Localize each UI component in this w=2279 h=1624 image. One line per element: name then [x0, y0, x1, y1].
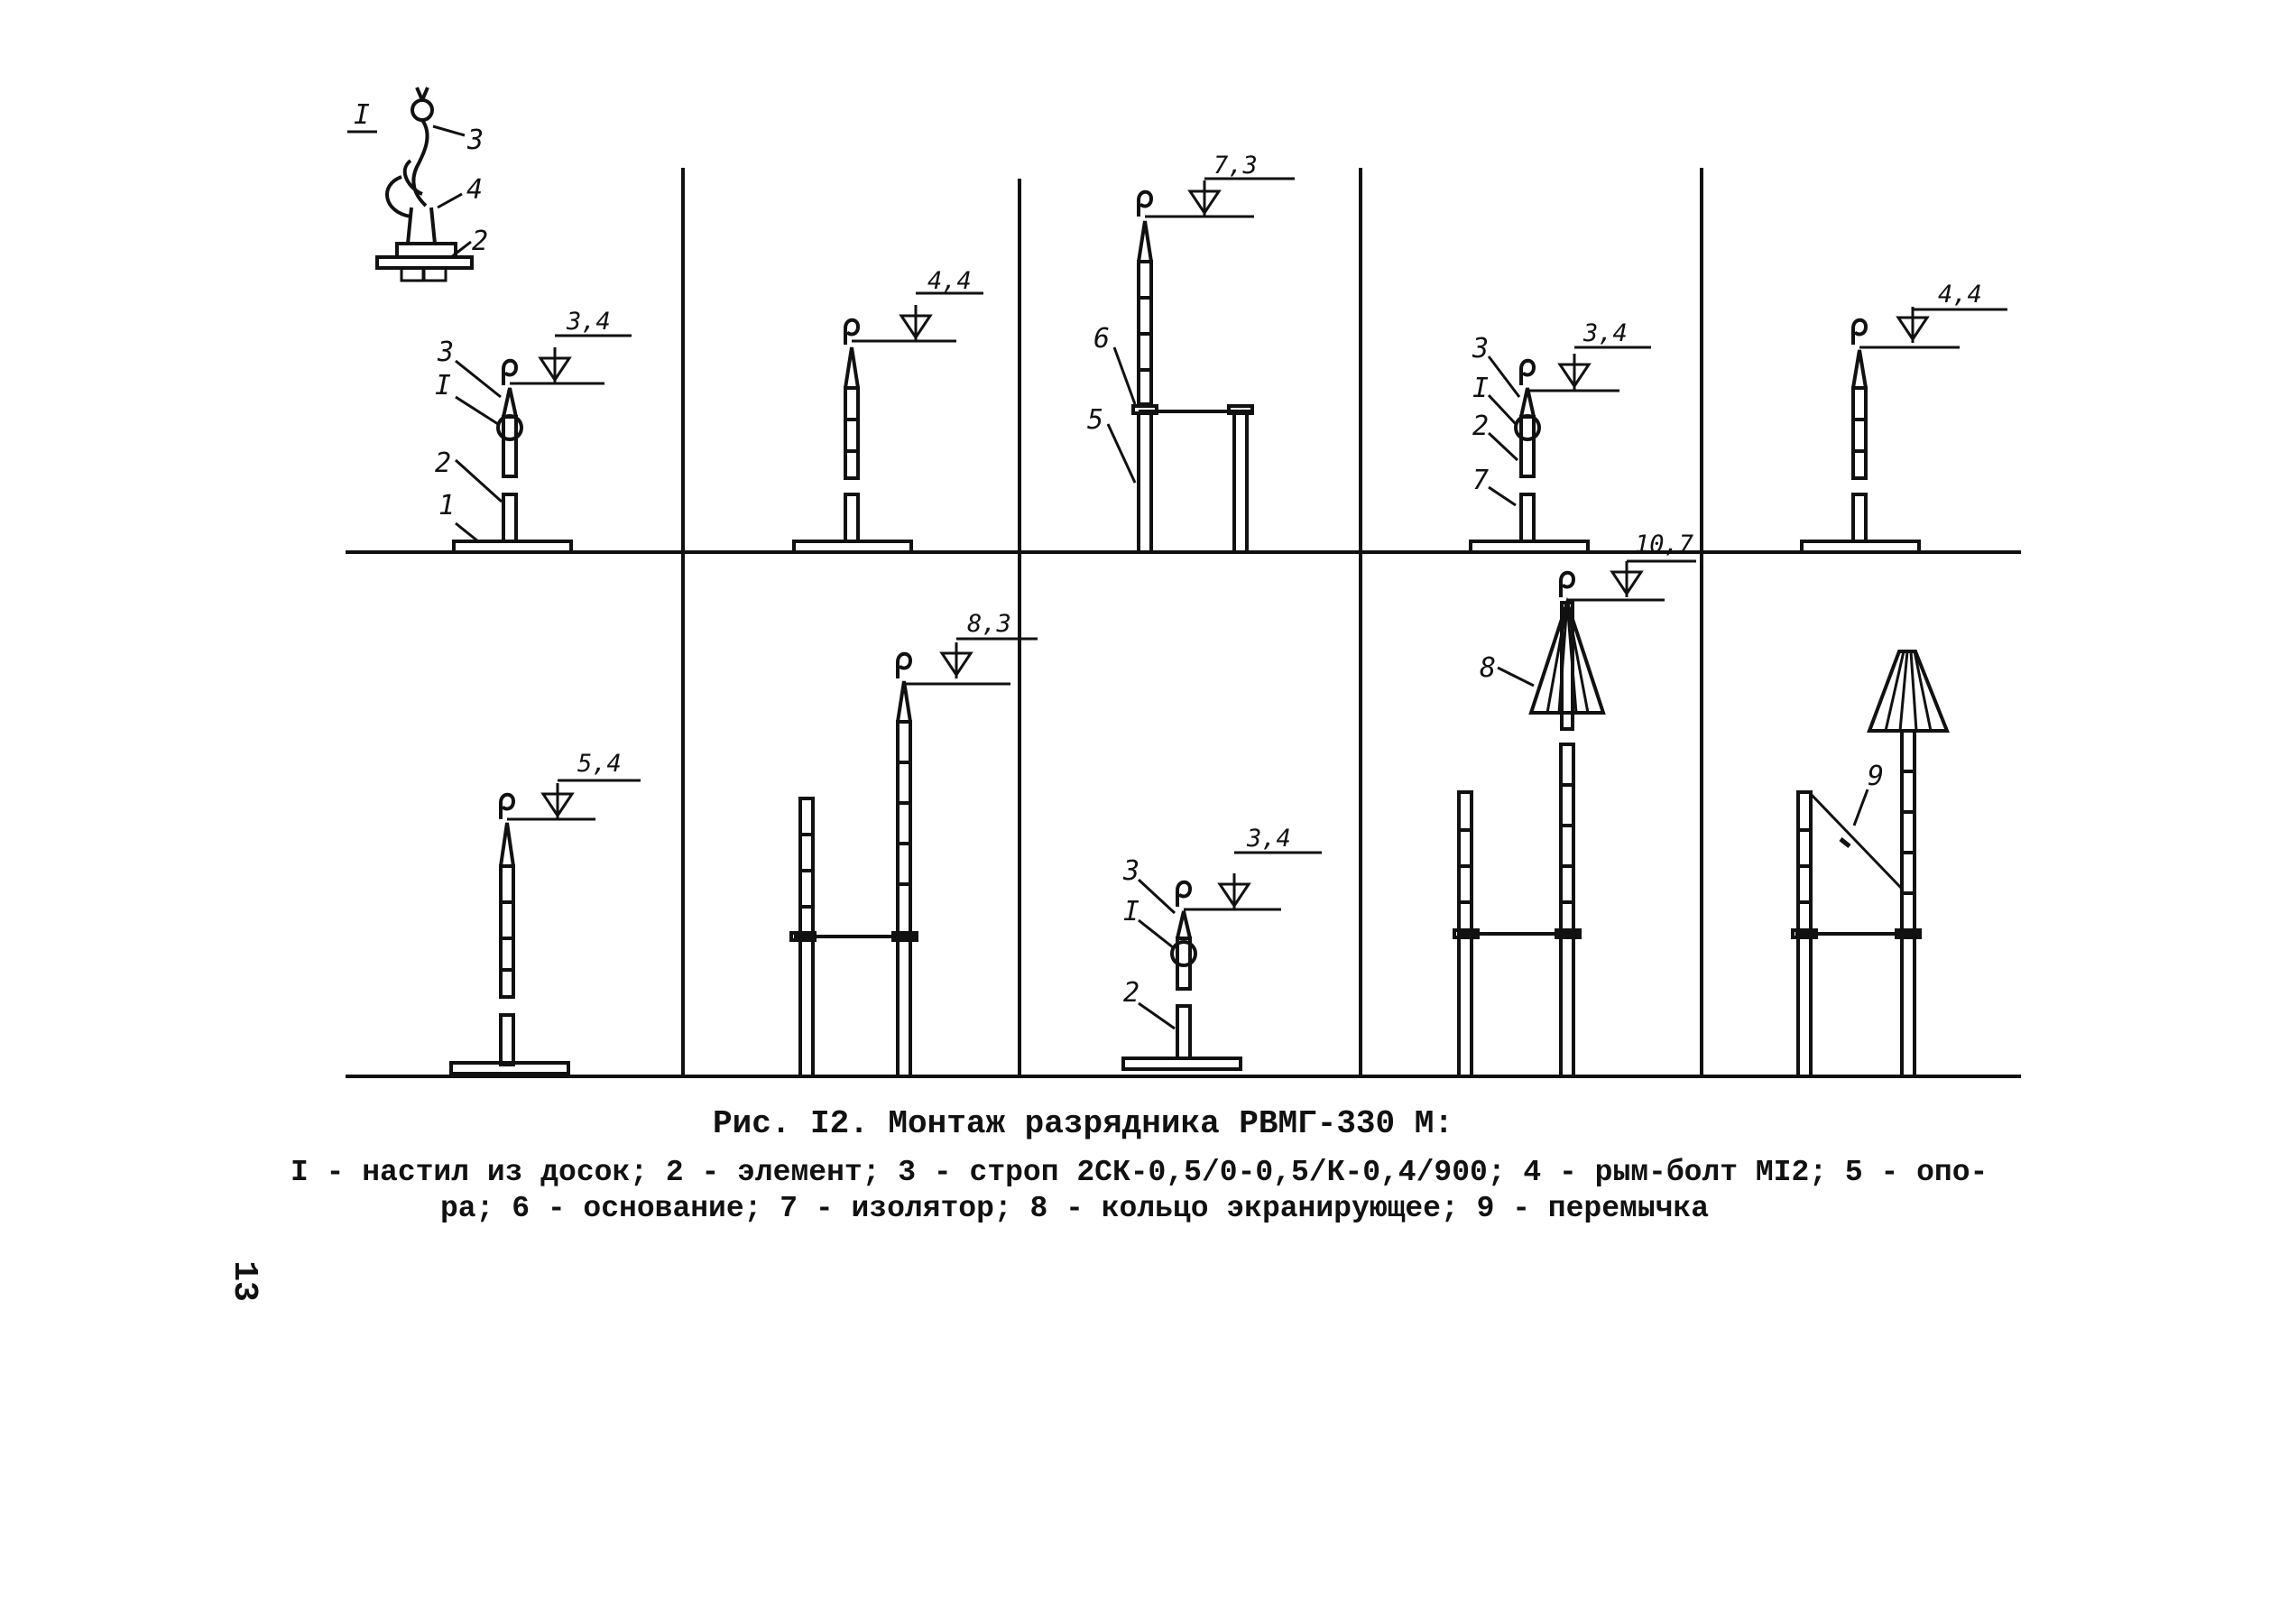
detail-i — [347, 88, 488, 281]
legend-line-2: ра; 6 - основание; 7 - изолятор; 8 - кольцо экранирующее; 9 - перемычка — [440, 1192, 1710, 1225]
panel-top-4 — [1471, 347, 1651, 552]
callout-top3-6: 6 — [1093, 323, 1111, 355]
elev-bottom-3: 3,4 — [1247, 825, 1291, 853]
callout-top1-1: 1 — [438, 490, 456, 521]
callout-top4-2: 2 — [1472, 411, 1490, 442]
panel-bottom-5 — [1793, 651, 1947, 1076]
panel-bottom-3 — [1123, 853, 1322, 1069]
callout-top3-5: 5 — [1087, 404, 1104, 436]
callout-bottom3-3: 3 — [1123, 855, 1140, 887]
callout-top1-2: 2 — [435, 448, 452, 479]
figure-title: Рис. I2. Монтаж разрядника РВМГ-330 М: — [713, 1105, 1453, 1142]
panel-bottom-4 — [1454, 561, 1696, 1076]
panel-bottom-1 — [451, 780, 641, 1074]
elev-bottom-2: 8,3 — [967, 610, 1011, 638]
elev-top-5: 4,4 — [1938, 281, 1982, 309]
detail-label-2: 2 — [472, 226, 489, 257]
panel-bottom-2 — [791, 639, 1038, 1076]
callout-top4-3: 3 — [1472, 333, 1490, 364]
elev-top-4: 3,4 — [1583, 319, 1628, 347]
callout-bottom3-i: I — [1123, 896, 1140, 927]
callout-bottom5-9: 9 — [1868, 761, 1885, 792]
elev-bottom-4: 10,7 — [1635, 531, 1694, 558]
legend-line-1: I - настил из досок; 2 - элемент; 3 - строп 2СК-0,5/0-0,5/К-0,4/900; 4 - рым-болт МI2; 5 - опо- — [291, 1156, 1988, 1189]
callout-bottom4-8: 8 — [1480, 652, 1497, 684]
panel-top-3 — [1108, 179, 1295, 552]
callout-top4-i: I — [1472, 373, 1490, 404]
panel-top-5 — [1802, 307, 2007, 552]
panel-top-2 — [794, 293, 983, 552]
callout-top4-7: 7 — [1472, 465, 1490, 496]
callout-top1-i: I — [435, 370, 452, 401]
detail-label-3: 3 — [467, 125, 484, 156]
elev-bottom-1: 5,4 — [577, 750, 622, 778]
elev-top-2: 4,4 — [927, 267, 972, 295]
callout-top1-3: 3 — [438, 337, 455, 368]
elev-top-1: 3,4 — [567, 308, 611, 336]
page-number: 13 — [225, 1260, 263, 1302]
detail-roman-label: I — [354, 99, 371, 131]
elev-top-3: 7,3 — [1213, 152, 1258, 180]
detail-label-4: 4 — [466, 174, 484, 206]
callout-bottom3-2: 2 — [1123, 977, 1140, 1009]
panel-top-1 — [454, 336, 632, 552]
